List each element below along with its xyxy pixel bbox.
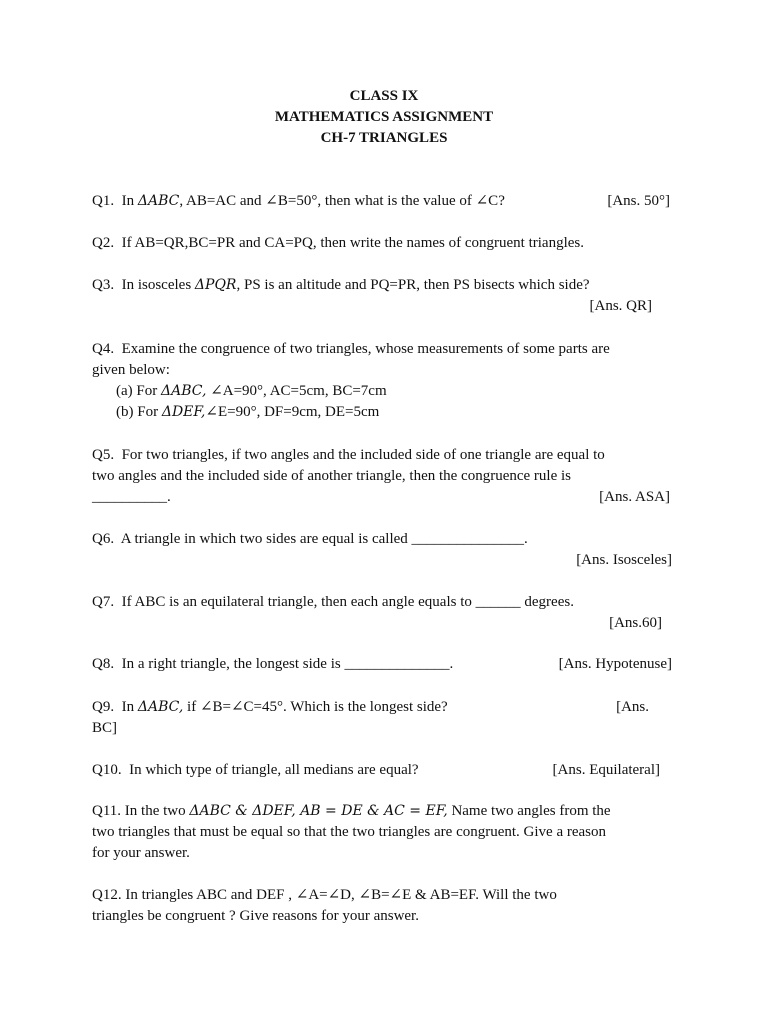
question-7 bbox=[92, 592, 674, 634]
header-chapter: CH-7 TRIANGLES bbox=[320, 130, 448, 146]
question-number: Q7. bbox=[92, 594, 115, 610]
question-text: If AB=QR,BC=PR and CA=PQ, then write the names of congruent triangles. bbox=[121, 235, 585, 251]
question-text: for your answer. bbox=[92, 845, 190, 861]
sub-question-a bbox=[92, 381, 674, 402]
answer-part-1: [Ans. bbox=[616, 699, 649, 715]
answer: [Ans. Equilateral] bbox=[552, 762, 660, 778]
answer: [Ans. ASA] bbox=[599, 489, 670, 505]
question-9 bbox=[92, 697, 674, 739]
math-expression: ΔABC bbox=[137, 193, 180, 209]
math-expression: ΔABC & ΔDEF, AB = DE & AC = EF, bbox=[189, 803, 448, 819]
question-text: Examine the congruence of two triangles, whose measurements of some parts are bbox=[121, 341, 610, 357]
question-text: For two triangles, if two angles and the included side of one triangle are equal to bbox=[121, 447, 605, 463]
question-number: Q5. bbox=[92, 447, 115, 463]
question-text: given below: bbox=[92, 362, 170, 378]
question-12 bbox=[92, 885, 674, 927]
question-text: , AB=AC and ∠B=50°, then what is the value of ∠C? bbox=[179, 193, 505, 209]
math-expression: ΔABC, bbox=[137, 699, 184, 715]
header-title: MATHEMATICS ASSIGNMENT bbox=[274, 109, 494, 125]
answer: [Ans. Hypotenuse] bbox=[558, 656, 672, 672]
sub-label: (a) For bbox=[116, 383, 161, 399]
answer: [Ans. Isosceles] bbox=[576, 552, 672, 568]
question-8 bbox=[92, 654, 674, 675]
math-expression: ΔABC, bbox=[161, 383, 207, 399]
question-text: A triangle in which two sides are equal is called _______________. bbox=[120, 531, 528, 547]
sub-text: ∠E=90°, DF=9cm, DE=5cm bbox=[205, 404, 380, 420]
header-class: CLASS IX bbox=[349, 88, 419, 104]
question-number: Q12. bbox=[92, 887, 122, 903]
question-text: In triangles ABC and DEF , ∠A=∠D, ∠B=∠E & AB=EF. Will the two bbox=[125, 887, 557, 903]
question-number: Q8. bbox=[92, 656, 115, 672]
question-text: if ∠B=∠C=45°. Which is the longest side? bbox=[183, 699, 448, 715]
question-text: In isosceles bbox=[121, 277, 195, 293]
question-text: In the two bbox=[124, 803, 190, 819]
question-number: Q1. bbox=[92, 193, 115, 209]
question-text: two triangles that must be equal so that the two triangles are congruent. Give a reason bbox=[92, 824, 607, 840]
question-5 bbox=[92, 445, 674, 508]
question-number: Q2. bbox=[92, 235, 115, 251]
math-expression: ΔDEF, bbox=[161, 404, 206, 420]
question-2 bbox=[92, 233, 674, 254]
question-3 bbox=[92, 275, 674, 317]
question-text: two angles and the included side of another triangle, then the congruence rule is bbox=[92, 468, 572, 484]
answer-part-2: BC] bbox=[92, 720, 118, 736]
question-text: In a right triangle, the longest side is ______________. bbox=[121, 656, 454, 672]
blank: __________. bbox=[92, 489, 171, 505]
math-expression: ΔPQR bbox=[194, 277, 237, 293]
question-4 bbox=[92, 339, 674, 423]
question-number: Q4. bbox=[92, 341, 115, 357]
question-10 bbox=[92, 760, 674, 781]
question-text: In which type of triangle, all medians are equal? bbox=[129, 762, 419, 778]
question-text: If ABC is an equilateral triangle, then each angle equals to ______ degrees. bbox=[121, 594, 574, 610]
answer: [Ans. QR] bbox=[589, 298, 652, 314]
question-text: In bbox=[121, 699, 138, 715]
question-text: In bbox=[121, 193, 138, 209]
question-6 bbox=[92, 529, 674, 571]
answer: [Ans. 50°] bbox=[607, 193, 670, 209]
question-text: Name two angles from the bbox=[447, 803, 611, 819]
sub-label: (b) For bbox=[116, 404, 162, 420]
question-number: Q6. bbox=[92, 531, 115, 547]
question-number: Q3. bbox=[92, 277, 115, 293]
answer: [Ans.60] bbox=[609, 615, 662, 631]
question-number: Q11. bbox=[92, 803, 122, 819]
question-number: Q10. bbox=[92, 762, 122, 778]
question-11 bbox=[92, 801, 674, 864]
question-number: Q9. bbox=[92, 699, 115, 715]
sub-text: ∠A=90°, AC=5cm, BC=7cm bbox=[206, 383, 387, 399]
sub-question-b bbox=[92, 402, 674, 423]
question-1 bbox=[92, 191, 674, 212]
question-text: triangles be congruent ? Give reasons for your answer. bbox=[92, 908, 419, 924]
question-text: , PS is an altitude and PQ=PR, then PS bisects which side? bbox=[236, 277, 590, 293]
